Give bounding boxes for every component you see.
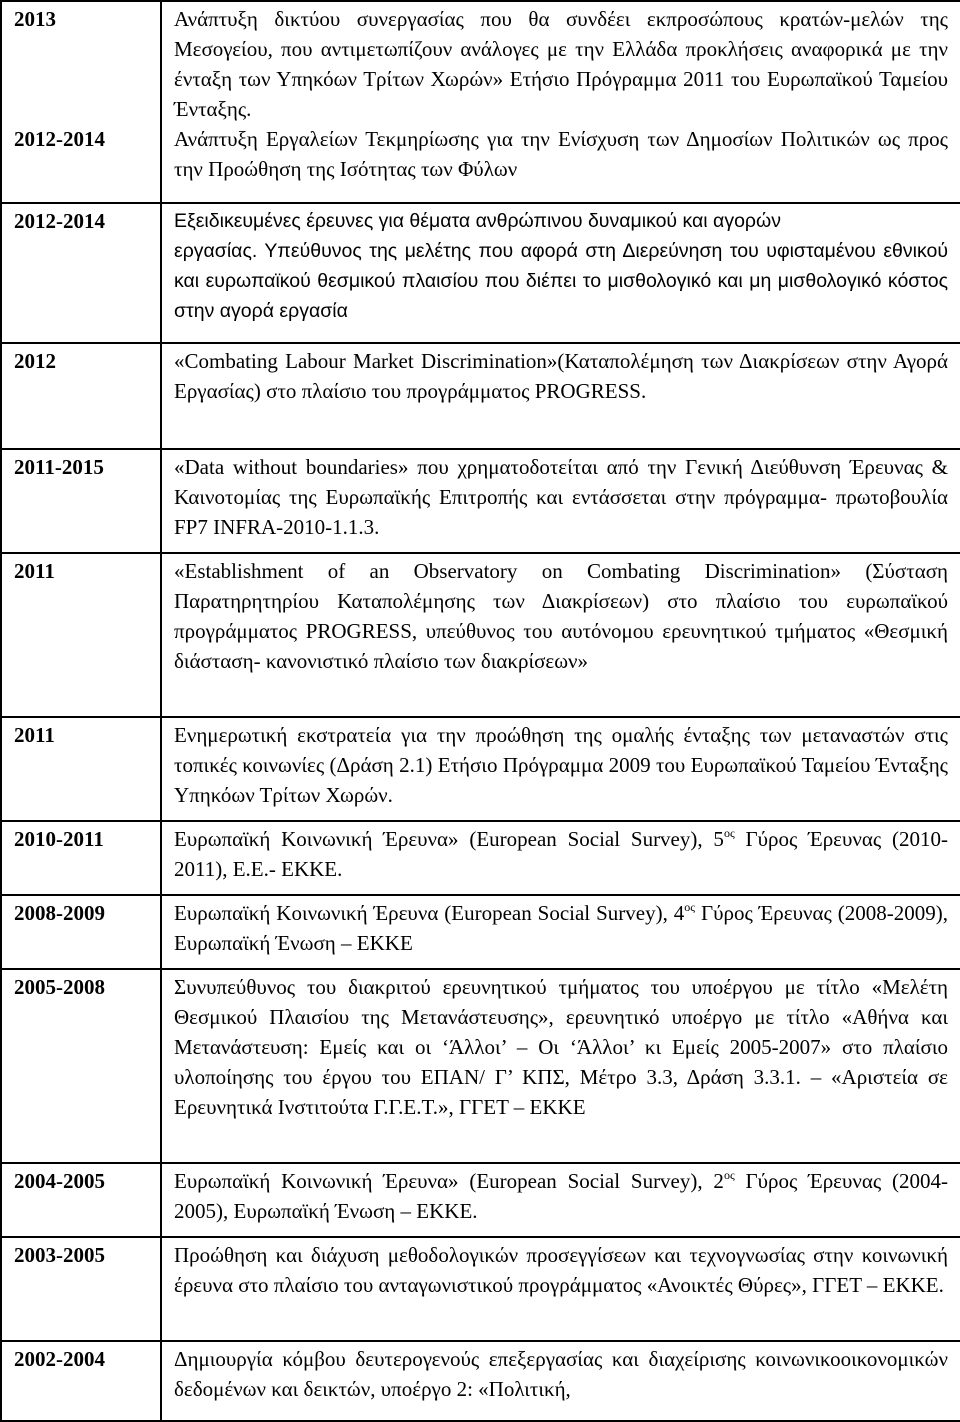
project-description: «Data without boundaries» που χρηματοδοτείται από την Γενική Διεύθυνση Έρευνας & Καινοτομίας της Ευρωπαϊκής Επιτροπής και εντάσσεται στην πρόγραμμα- πρωτοβουλία FP7 INFRA-2010-1.1.3. bbox=[174, 455, 948, 539]
project-description: Δημιουργία κόμβου δευτερογενούς επεξεργασίας και διαχείρισης κοινωνικοοικονομικών δεδομένων και δεικτών, υποέργο 2: «Πολιτική, bbox=[174, 1347, 948, 1401]
table-row bbox=[1, 717, 960, 821]
year-label: 2012-2014 bbox=[14, 127, 105, 151]
description-cell bbox=[161, 1341, 960, 1421]
description-cell bbox=[161, 717, 960, 821]
project-description: Ευρωπαϊκή Κοινωνική Έρευνα» (European Social Survey), 5 bbox=[174, 827, 724, 851]
year-cell bbox=[1, 1237, 161, 1341]
year-label: 2012-2014 bbox=[14, 209, 105, 233]
year-cell bbox=[1, 821, 161, 895]
description-cell bbox=[161, 1163, 960, 1237]
table-row bbox=[1, 343, 960, 449]
project-description: Συνυπεύθυνος του διακριτού ερευνητικού τμήματος του υποέργου με τίτλο «Μελέτη Θεσμικού Πλαισίου της Μετανάστευσης», ερευνητικό υποέργο με τίτλο «Αθήνα και Μετανάστευση: Εμείς και οι ‘Άλλοι’ – Οι ‘Άλλοι’ κι Εμείς 2005-2007» στο πλαίσιο υλοποίησης του έργου του ΕΠΑΝ/ Γ’ ΚΠΣ, Μέτρο 3.3, Δράση 3.3.1. – «Αριστεία σε Ερευνητικά Ινστιτούτα Γ.Γ.Ε.Τ.», ΓΓΕΤ – ΕΚΚΕ bbox=[174, 975, 948, 1119]
year-label: 2011-2015 bbox=[14, 455, 104, 479]
year-cell bbox=[1, 203, 161, 343]
project-description: εργασίας. Υπεύθυνος της μελέτης που αφορά στη Διερεύνηση του υφισταμένου εθνικού και ευρωπαϊκού θεσμικού πλαισίου που διέπει το μισθολογικό και μη μισθολογικό κόστος στην αγορά εργασία bbox=[174, 240, 948, 322]
table-row bbox=[1, 203, 960, 343]
year-label: 2011 bbox=[14, 723, 55, 747]
project-description: Ευρωπαϊκή Κοινωνική Έρευνα (European Social Survey), 4 bbox=[174, 901, 685, 925]
year-cell bbox=[1, 1341, 161, 1421]
year-cell bbox=[1, 895, 161, 969]
year-cell bbox=[1, 1, 161, 203]
table-row bbox=[1, 969, 960, 1163]
table-row bbox=[1, 553, 960, 717]
table-row bbox=[1, 1163, 960, 1237]
description-cell bbox=[161, 553, 960, 717]
year-label: 2008-2009 bbox=[14, 901, 105, 925]
description-cell bbox=[161, 821, 960, 895]
table-row bbox=[1, 1341, 960, 1421]
year-cell bbox=[1, 343, 161, 449]
year-label: 2002-2004 bbox=[14, 1347, 105, 1371]
project-description-cont: Γύρος Έρευνας (2008-2009), Ευρωπαϊκή Ένωση – ΕΚΚΕ bbox=[174, 901, 948, 955]
year-label: 2005-2008 bbox=[14, 975, 105, 999]
project-description: Προώθηση και διάχυση μεθοδολογικών προσεγγίσεων και τεχνογνωσίας στην κοινωνική έρευνα στο πλαίσιο του ανταγωνιστικού προγράμματος «Ανοικτές Θύρες», ΓΓΕΤ – ΕΚΚΕ. bbox=[174, 1243, 948, 1297]
year-label: 2003-2005 bbox=[14, 1243, 105, 1267]
project-description: Ευρωπαϊκή Κοινωνική Έρευνα» (European Social Survey), 2 bbox=[174, 1169, 724, 1193]
project-description-cont: Γύρος Έρευνας (2010-2011), Ε.Ε.- ΕΚΚΕ. bbox=[174, 827, 948, 881]
project-description: Εξειδικευμένες έρευνες για θέματα ανθρώπινου δυναμικού και αγορών bbox=[174, 210, 781, 232]
year-label: 2011 bbox=[14, 559, 55, 583]
table-row bbox=[1, 449, 960, 553]
description-cell bbox=[161, 1237, 960, 1341]
year-cell bbox=[1, 449, 161, 553]
year-cell bbox=[1, 1163, 161, 1237]
description-cell bbox=[161, 343, 960, 449]
year-cell bbox=[1, 969, 161, 1163]
table-row bbox=[1, 1, 960, 203]
description-cell bbox=[161, 969, 960, 1163]
description-cell bbox=[161, 449, 960, 553]
description-cell bbox=[161, 1, 960, 203]
year-label: 2012 bbox=[14, 349, 56, 373]
project-description: Ανάπτυξη δικτύου συνεργασίας που θα συνδέει εκπροσώπους κρατών-μελών της Μεσογείου, που αντιμετωπίζουν ανάλογες με την Ελλάδα προκλήσεις αναφορικά με την ένταξη των Υπηκόων Τρίτων Χωρών» Ετήσιο Πρόγραμμα 2011 του Ευρωπαϊκού Ταμείου Ένταξης. bbox=[174, 7, 948, 121]
year-cell bbox=[1, 553, 161, 717]
year-label: 2004-2005 bbox=[14, 1169, 105, 1193]
table-row bbox=[1, 895, 960, 969]
year-label: 2010-2011 bbox=[14, 827, 104, 851]
ordinal-suffix: ος bbox=[723, 1168, 735, 1182]
table-row bbox=[1, 1237, 960, 1341]
year-label: 2013 bbox=[14, 7, 56, 31]
project-description-cont: Γύρος Έρευνας (2004-2005), Ευρωπαϊκή Ένωση – ΕΚΚΕ. bbox=[174, 1169, 948, 1223]
ordinal-suffix: ος bbox=[723, 826, 735, 840]
year-cell bbox=[1, 717, 161, 821]
ordinal-suffix: ος bbox=[684, 900, 696, 914]
project-description: «Establishment of an Observatory on Combating Discrimination» (Σύσταση Παρατηρητηρίου Καταπολέμησης των Διακρίσεων) στο πλαίσιο του ευρωπαϊκού προγράμματος PROGRESS, υπεύθυνος του αυτόνομου ερευνητικού τμήματος «Θεσμική διάσταση- κανονιστικό πλαίσιο των διακρίσεων» bbox=[174, 559, 948, 673]
project-description: Ανάπτυξη Εργαλείων Τεκμηρίωσης για την Ενίσχυση των Δημοσίων Πολιτικών ως προς την Προώθηση της Ισότητας των Φύλων bbox=[174, 127, 948, 181]
description-cell bbox=[161, 203, 960, 343]
description-cell bbox=[161, 895, 960, 969]
table-row bbox=[1, 821, 960, 895]
project-description: «Combating Labour Market Discrimination»(Καταπολέμηση των Διακρίσεων στην Αγορά Εργασίας) στο πλαίσιο του προγράμματος PROGRESS. bbox=[174, 349, 948, 403]
project-description: Ενημερωτική εκστρατεία για την προώθηση της ομαλής ένταξης των μεταναστών στις τοπικές κοινωνίες (Δράση 2.1) Ετήσιο Πρόγραμμα 2009 του Ευρωπαϊκού Ταμείου Ένταξης Υπηκόων Τρίτων Χωρών. bbox=[174, 723, 948, 807]
